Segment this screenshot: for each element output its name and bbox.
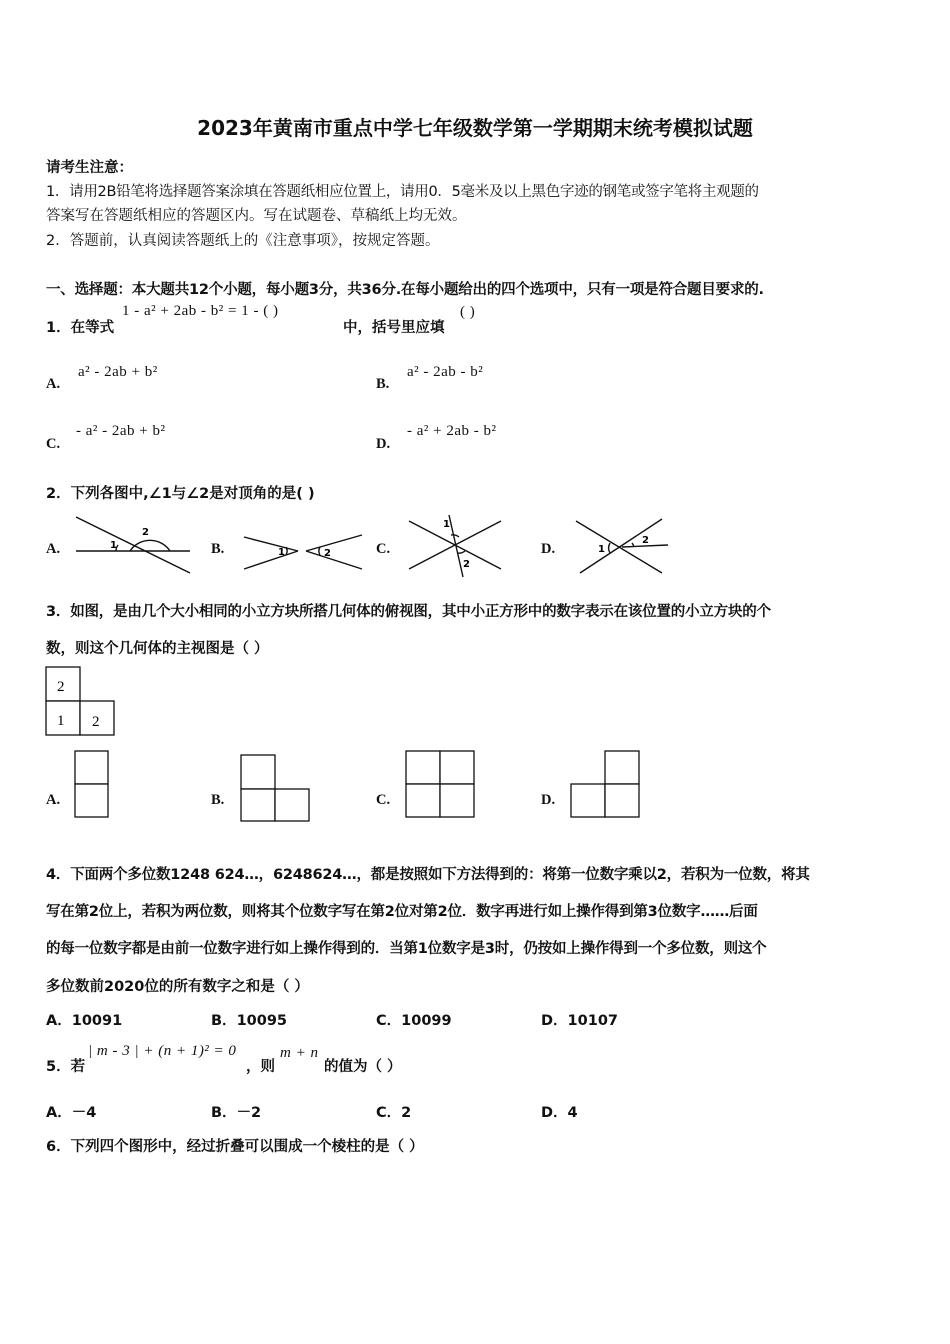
q3-grid-cell-3: 2 — [92, 714, 100, 730]
q4-option-c-label: C． — [376, 1013, 402, 1029]
q5-option-b[interactable] — [211, 1101, 261, 1122]
q2-figure-b[interactable] — [240, 525, 365, 573]
q1-option-d[interactable]: - a² + 2ab - b² — [407, 423, 497, 439]
q3-figure-b[interactable] — [240, 754, 312, 824]
q4-option-d-label: D． — [541, 1013, 568, 1029]
q3-line-1: 3．如图，是由几个大小相同的小立方块所搭几何体的俯视图，其中小正方形中的数字表示在该位置的小立方块的个 — [46, 604, 771, 620]
q5-suffix: 的值为（ ） — [324, 1059, 402, 1075]
q2-a-arc-icon — [130, 540, 170, 551]
q2-figure-c[interactable] — [405, 513, 505, 577]
q5-option-b-label: B． — [211, 1105, 237, 1121]
q5-prefix: 5．若 — [46, 1059, 86, 1075]
q5-formula: | m - 3 | + (n + 1)² = 0 — [88, 1043, 237, 1059]
section-1-heading: 一、选择题：本大题共12个小题，每小题3分，共36分.在每小题给出的四个选项中，只有一项是符合题目要求的. — [46, 282, 764, 298]
q4-option-a-label: A． — [46, 1013, 72, 1029]
q1-option-d-label[interactable]: D. — [376, 436, 391, 452]
q4-option-a-value: 10091 — [71, 1013, 123, 1029]
q2-c-angle1: 1 — [443, 519, 450, 530]
q4-option-b-label: B． — [211, 1013, 237, 1029]
q4-option-b-value: 10095 — [236, 1013, 288, 1029]
q1-option-b[interactable]: a² - 2ab - b² — [407, 364, 484, 380]
notice-heading: 请考生注意： — [46, 160, 133, 176]
q3-figure-d[interactable] — [570, 750, 642, 820]
q2-text: 2．下列各图中,∠1与∠2是对顶角的是( ) — [46, 486, 315, 502]
q1-prefix: 1．在等式 — [46, 320, 115, 336]
q2-figure-a[interactable] — [70, 515, 195, 577]
q4-option-d-value: 10107 — [567, 1013, 618, 1029]
q6-text: 6．下列四个图形中，经过折叠可以围成一个棱柱的是（ ） — [46, 1139, 424, 1155]
q1-formula: 1 - a² + 2ab - b² = 1 - ( ) — [122, 303, 279, 319]
q4-option-c[interactable] — [376, 1009, 452, 1030]
q4-line-4: 多位数前2020位的所有数字之和是（ ） — [46, 979, 309, 995]
q1-option-b-label[interactable]: B. — [376, 376, 390, 392]
q1-suffix: 中，括号里应填 — [343, 320, 445, 336]
q3-figure-a[interactable] — [74, 750, 110, 820]
q2-figure-d[interactable] — [570, 515, 670, 577]
q5-option-a-label: A． — [46, 1105, 72, 1121]
q1-option-c[interactable]: - a² - 2ab + b² — [76, 423, 166, 439]
q3-option-d-label[interactable]: D. — [541, 792, 556, 808]
q3-top-view-grid — [45, 666, 117, 738]
q3-grid-cell-1: 2 — [57, 679, 65, 695]
q2-d-angle2: 2 — [642, 535, 649, 546]
notice-line-1a: 1．请用2B铅笔将选择题答案涂填在答题纸相应位置上，请用0．5毫米及以上黑色字迹的钢笔或签字笔将主观题的 — [46, 184, 759, 200]
q3-option-a-label[interactable]: A. — [46, 792, 61, 808]
q2-option-c-label[interactable]: C. — [376, 541, 391, 557]
q5-option-a[interactable] — [46, 1101, 96, 1122]
q4-option-b[interactable] — [211, 1009, 287, 1030]
q2-b-angle2: 2 — [324, 548, 331, 559]
q5-mid: ，则 — [246, 1059, 275, 1075]
q4-line-3: 的每一位数字都是由前一位数字进行如上操作得到的．当第1位数字是3时，仍按如上操作得到一个多位数，则这个 — [46, 941, 767, 957]
q4-option-c-value: 10099 — [401, 1013, 452, 1029]
q1-paren: ( ) — [460, 304, 476, 320]
q5-expr: m + n — [280, 1045, 319, 1061]
q2-option-a-label[interactable]: A. — [46, 541, 61, 557]
q5-option-b-value: －2 — [236, 1105, 262, 1121]
q2-a-angle2: 2 — [142, 527, 149, 538]
q1-option-c-label[interactable]: C. — [46, 436, 61, 452]
q2-c-angle2: 2 — [463, 559, 470, 570]
q1-option-a[interactable]: a² - 2ab + b² — [78, 364, 158, 380]
q3-figure-c[interactable] — [405, 750, 477, 820]
q2-option-d-label[interactable]: D. — [541, 541, 556, 557]
notice-line-1b: 答案写在答题纸相应的答题区内。写在试题卷、草稿纸上均无效。 — [46, 208, 467, 224]
q2-b-angle1: 1 — [278, 547, 285, 558]
q4-line-1: 4．下面两个多位数1248 624…，6248624…，都是按照如下方法得到的：将第一位数字乘以2，若积为一位数，将其 — [46, 867, 810, 883]
q3-option-c-label[interactable]: C. — [376, 792, 391, 808]
q3-line-2: 数，则这个几何体的主视图是（ ） — [46, 641, 269, 657]
q1-option-a-label[interactable]: A. — [46, 376, 61, 392]
q5-option-a-value: －4 — [71, 1105, 97, 1121]
q4-option-a[interactable] — [46, 1009, 122, 1030]
q2-option-b-label[interactable]: B. — [211, 541, 225, 557]
q5-option-c-label: C． — [376, 1105, 402, 1121]
q4-line-2: 写在第2位上，若积为两位数，则将其个位数字写在第2位对第2位．数字再进行如上操作得到第3位数字……后面 — [46, 904, 758, 920]
q2-a-angle1: 1 — [110, 540, 117, 551]
q5-option-d-value: 4 — [567, 1105, 578, 1121]
q5-option-c-value: 2 — [401, 1105, 412, 1121]
q2-d-angle1: 1 — [598, 544, 605, 555]
q3-grid-cell-2: 1 — [57, 713, 65, 729]
q5-option-d-label: D． — [541, 1105, 568, 1121]
notice-line-2: 2．答题前，认真阅读答题纸上的《注意事项》，按规定答题。 — [46, 233, 440, 249]
q3-option-b-label[interactable]: B. — [211, 792, 225, 808]
q4-option-d[interactable] — [541, 1009, 618, 1030]
q5-option-d[interactable] — [541, 1101, 578, 1122]
page-title: 2023年黄南市重点中学七年级数学第一学期期末统考模拟试题 — [197, 116, 753, 140]
q5-option-c[interactable] — [376, 1101, 411, 1122]
